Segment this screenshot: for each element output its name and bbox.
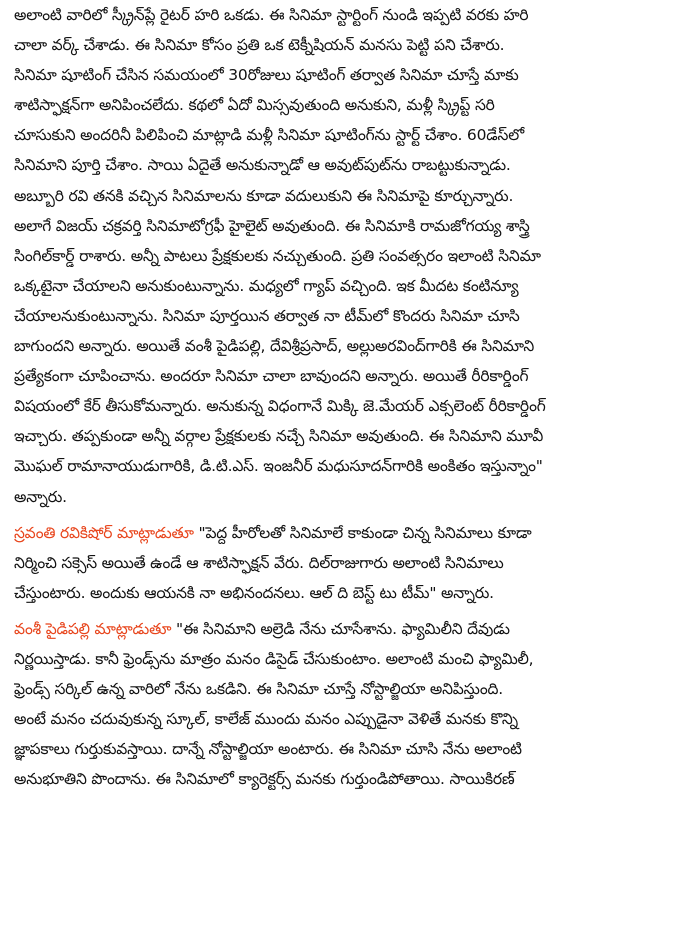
text-line: ప్రత్యేకంగా చూపించాను. అందరూ సినిమా చాలా బావుందని అన్నారు. అయితే రీరికార్డింగ్ xyxy=(14,367,529,386)
text-line: నిర్ణయిస్తాడు. కానీ ఫ్రెండ్స్‌ను మాత్రం మనం డిసైడ్ చేసుకుంటాం. అలాంటి మంచి ఫ్యామిలీ, xyxy=(14,649,534,668)
text-line: ఫ్రెండ్స్ సర్కిల్ ఉన్న వారిలో నేను ఒకడిని. ఈ సినిమా చూస్తే నోస్టాల్జియా అనిపిస్తుంది. xyxy=(14,680,503,699)
text-line: జ్ఞాపకాలు గుర్తుకువస్తాయి. దాన్నే నోస్టాల్జియా అంటారు. ఈ సినిమా చూసి నేను అలాంటి xyxy=(14,740,522,759)
paragraph-director-speech xyxy=(14,0,686,512)
text-line: అంటే మనం చదువుకున్న స్కూల్, కాలేజ్ ముందు మనం ఎప్పుడైనా వెళితే మనకు కొన్ని xyxy=(14,710,518,729)
text-line: అబ్బూరి రవి తనకి వచ్చిన సినిమాలను కూడా వదులుకుని ఈ సినిమాపై కూర్చున్నారు. xyxy=(14,186,514,205)
text-line: మొఘల్ రామానాయుడుగారికి, డి.టి.ఎస్. ఇంజనీర్ మధుసూదన్‌గారికి అంకితం ఇస్తున్నాం" xyxy=(14,457,543,476)
text-line: చాలా వర్క్ చేశాడు. ఈ సినిమా కోసం ప్రతి ఒక టెక్నీషియన్ మనసు పెట్టి పని చేశారు. xyxy=(14,36,505,55)
text-line: శాటిస్ఫాక్షన్‌గా అనిపించలేదు. కథలో ఏదో మిస్సవుతుంది అనుకుని, మళ్లీ స్క్రిప్ట్ సరి xyxy=(14,96,495,115)
text-line: ఇచ్చారు. తప్పకుండా అన్నీ వర్గాల ప్రేక్షకులకు నచ్చే సినిమా అవుతుంది. ఈ సినిమాని మూవీ xyxy=(14,427,544,446)
text-line: నిర్మించి సక్సెస్ అయితే ఉండే ఆ శాటిస్ఫాక్షన్ వేరు. దిల్‌రాజుగారు అలాంటి సినిమాలు xyxy=(14,553,504,572)
text-line: చేస్తుంటారు. అందుకు ఆయనకి నా అభినందనలు. ఆల్ ది బెస్ట్ టు టీమ్" అన్నారు. xyxy=(14,583,494,602)
text-line: చూసుకుని అందరినీ పిలిపించి మాట్లాడి మళ్లీ సినిమా షూటింగ్‌ను స్టార్ట్ చేశాం. 60డేస్‌లో xyxy=(14,126,524,145)
text-line: చేయాలనుకుంటున్నాను. సినిమా పూర్తయిన తర్వాత నా టీమ్‌లో కొందరు సినిమా చూసి xyxy=(14,306,520,325)
quote-start: "ఈ సినిమాని అల్రెడి నేను చూసేశాను. ఫ్యామిలీని దేవుడు xyxy=(171,619,510,638)
text-line: బాగుందని అన్నారు. అయితే వంశీ పైడిపల్లి, దేవిశ్రీప్రసాద్, అల్లుఅరవింద్‌గారికి ఈ సినిమాని xyxy=(14,337,534,356)
quote-start: "పెద్ద హీరోలతో సినిమాలే కాకుండా చిన్న సినిమాలు కూడా xyxy=(193,523,532,542)
text-line: సినిమా షూటింగ్ చేసిన సమయంలో 30రోజులు షూటింగ్ తర్వాత సినిమా చూస్తే మాకు xyxy=(14,66,519,85)
text-line: సినిమాని పూర్తి చేశాం. సాయి ఏదైతే అనుకున్నాడో ఆ అవుట్‌పుట్‌ను రాబట్టుకున్నాడు. xyxy=(14,156,511,175)
text-line: అలాగే విజయ్ చక్రవర్తి సినిమాటోగ్రఫీ హైలైట్ అవుతుంది. ఈ సినిమాకి రామజోగయ్య శాస్త్రి xyxy=(14,216,530,235)
paragraph-sravanthi-speech xyxy=(14,518,686,608)
speaker-name: వంశీ పైడిపల్లి మాట్లాడుతూ xyxy=(14,619,172,638)
speaker-name: స్రవంతి రవికిషోర్ మాట్లాడుతూ xyxy=(14,523,194,542)
text-line: అన్నారు. xyxy=(14,487,67,506)
text-line: విషయంలో కేర్ తీసుకోమన్నారు. అనుకున్న విధంగానే మిక్కి జె.మేయర్ ఎక్సలెంట్ రీరికార్డింగ్ xyxy=(14,397,546,416)
text-line: సింగిల్‌కార్డ్ రాశారు. అన్నీ పాటలు ప్రేక్షకులకు నచ్చుతుంది. ప్రతి సంవత్సరం ఇలాంటి సినిమా xyxy=(14,246,541,265)
paragraph-vamshi-speech xyxy=(14,614,686,795)
text-line: ఒక్కటైనా చేయాలని అనుకుంటున్నాను. మధ్యలో గ్యాప్ వచ్చింది. ఇక మీదట కంటిన్యూ xyxy=(14,276,519,295)
text-line xyxy=(14,518,686,548)
text-line: అనుభూతిని పొందాను. ఈ సినిమాలో క్యారెక్టర్స్ మనకు గుర్తుండిపోతాయి. సాయికిరణ్ xyxy=(14,770,515,789)
text-line xyxy=(14,614,686,644)
article-body xyxy=(14,0,686,794)
text-line: అలాంటి వారిలో స్క్రీన్‌ప్లే రైటర్ హరి ఒకడు. ఈ సినిమా స్టార్టింగ్ నుండి ఇప్పటి వరకు హరి xyxy=(14,6,529,24)
